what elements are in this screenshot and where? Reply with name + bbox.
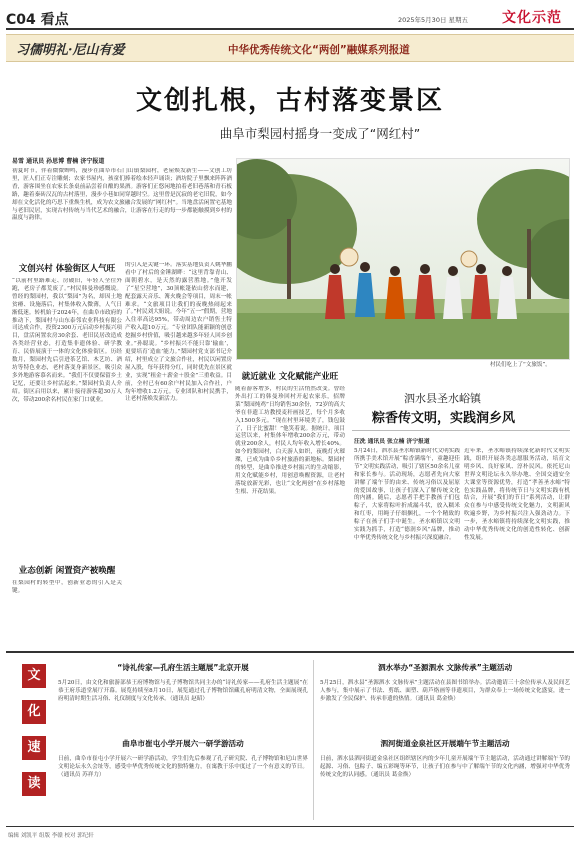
digest-bar-char: 化 <box>22 700 46 724</box>
divider <box>6 826 574 827</box>
article-column-3 <box>235 370 345 636</box>
digest-title: 曲阜市崔屯小学开展六一研学游活动 <box>122 739 244 748</box>
digest-item <box>320 738 570 803</box>
sidebar-byline: 汪洗 通讯员 张立楠 济宁报道 <box>354 439 430 445</box>
digest-item <box>58 738 308 795</box>
sidebar-kicker: 泗水县圣水峪镇 <box>404 392 481 405</box>
banner-calligraphy: 习儒明礼·尼山有爱 <box>16 43 125 58</box>
paragraph: “以前村里路难走、房破旧，年轻人全往外跑，老房子都荒废了。”村民韩曼珍感慨说。曾经的梨园村，我以“梨园”为名，却因土地贫瘠、设施落后，村集体收入微薄，人气日渐低迷。转机始于2024年，在曲阜市政府的推动下，梨园村与山东泰邻农业科技有限公司达成合作，投资2300万元启动乡村振兴项目，盘活闲置农房30余套、老旧民居改造成各类经营业态，打造集非遗体验、研学教育、民俗展演于一体的文化体验街区。历经数月，梨园村先后引进茶艺馆、木艺坊、酒坊等特色业态，老村落变身新景区，吸引众多外地游客慕名而来。“我们不仅要保留乡土记忆，还要让乡村活起来。”梨园村负责人介绍。街区启用以来，累计接待游客超30万人次，带动200余名村民在家门口就业。 <box>12 278 122 403</box>
banner-text: 中华优秀传统文化“两创”融媒系列报道 <box>228 44 410 56</box>
paragraph: 随着游客增多，村民的生活悄然改变。曾经外出打工的韩曼珍回村开起农家乐，招牌菜“梨园炖鸡”日均销售30余份，72岁的高大爷在非遗工坊教授麦秆画技艺，每个月多收入1500多元。“现在村里环境美了，钱包鼓了，日子比蜜甜！”他笑着说。据统计，项目运营以来，村集体年增收200余万元，带动就业200余人，村民人均年收入增长40%。如今的梨园村，白天游人如织，夜晚灯火璀璨，已成为曲阜乡村旅游的新地标。梨园村的转型，是曲阜推进乡村振兴的生动缩影，用文化赋能乡村，用创意唤醒资源，让老村落绽放新光彩，也让“文化两创”在乡村落地生根、开花结果。 <box>235 386 345 495</box>
paragraph: 在梨园村的转型中，创新业态的引入是关键。 <box>12 580 122 594</box>
divider <box>313 660 314 820</box>
digest-title: 泗水举办“圣源泗水 文脉传承”主题活动 <box>377 663 513 672</box>
issue-date: 2025年5月30日 星期五 <box>398 16 469 24</box>
sidebar-column-2: 近年来，圣水峪镇持续深化新时代文明实践，组织开展各类志愿服务活动，培育文明乡风、良好家风、淳朴民风。依托尼山世界文明论坛永久举办地、全国交通安全大课堂等资源优势，打造“孝善圣水峪”特色实践品牌，将传统节日与文明实践有机结合，开展“我们的节日”系列活动，让群众在参与中感受传统文化魅力，文明新风吹遍乡野，为乡村振兴注入强劲动力。下一步，圣水峪镇将持续深化文明实践，推动中华优秀传统文化的创造性转化、创新性发展。 <box>464 448 570 541</box>
digest-body: 日前，泗水县泗河街道金泉社区组织辖区内的少年儿童开展端午节主题活动，活动通过讲解端午节的起源、习俗、包粽子、编五彩绳等环节，让孩子们在参与中了解端午节的文化内涵，增强对中华优秀传统文化的认同感。（通讯员 葛金焕） <box>320 756 570 778</box>
photo-illustration <box>237 159 570 360</box>
section-heading: 就近就业 文化赋能产业旺 <box>241 372 339 382</box>
digest-item <box>58 662 308 727</box>
culture-digest-bar <box>22 664 46 796</box>
brand-logo: 文化示范 <box>502 10 562 26</box>
digest-body: 日前，曲阜市崔屯小学开展六一研学游活动，学生们先后参观了孔子研究院、孔子博物馆和尼山世界文明论坛永久会址等，感受中华优秀传统文化的独特魅力，在寓教于乐中度过了一个有意义的节日。（通讯员 苏祥力） <box>58 756 308 778</box>
byline: 易雪 通讯员 孙思博 曹楠 济宁报道 <box>12 158 105 165</box>
series-banner <box>6 34 574 62</box>
divider <box>352 430 570 431</box>
article-column-2: 的引入是关键一环。落实基地负责人姚华鹏看中了村后的金锤湖畔：“这里背靠青山、面朝碧水，是天然的露营胜地。”他开发了“星空营地”，30顶帐篷依山傍水而建，配套露天音乐、篝火晚会等项目，周末一帐难求。“文旅项目让我们的夜晚热闹起来了。”村民刘大姐说。今年“五一”假期，营地入住率高达95%，带动周边农户销售土特产收入超10万元。“专业团队能新颖的创意挖掘乡村价值，吸引越来越多年轻人回乡创业。”孙聪说。“乡村振兴不能只靠‘输血’，更要培育‘造血’能力。”梨园村党支部书记介绍，村里成立了文旅合作社，村民以闲置房屋入股，每年获得分红，同时优先在景区就业，实现“租金＋薪金＋股金”三重收益。目前，全村已有60余户村民加入合作社，户均年增收1.2万元。专业团队和村民携手，让老村落焕发新活力。 <box>125 262 232 403</box>
digest-title: 泗河街道金泉社区开展端午节主题活动 <box>380 739 510 748</box>
editor-credits: 编辑 刘凯平 组版 李赣 校对 郭纪轩 <box>8 833 94 839</box>
section-heading: 业态创新 闲置资产被唤醒 <box>18 566 116 576</box>
section-label: C04 看点 <box>6 12 69 28</box>
subheadline: 曲阜市梨园村摇身一变成了“网红村” <box>219 126 421 141</box>
digest-body: 5月25日，泗水县“圣源泗水 文脉传承”主题活动在县图书馆举办。活动邀请三十余位传承人及民间艺人参与，集中展示了书法、剪纸、面塑、葫芦烙画等非遗项目，为群众奉上一场传统文化盛宴，进一步激发了全民保护、传承非遗的热情。（通讯员 葛金焕） <box>320 680 570 702</box>
digest-item <box>320 662 570 727</box>
sidebar-title: 粽香传文明，实践润乡风 <box>372 411 516 426</box>
section-heading: 文创兴村 体验街区人气旺 <box>18 264 116 274</box>
digest-title: “诗礼传家—孔府生活主题展”北京开展 <box>117 663 249 672</box>
article-column-1 <box>12 262 122 596</box>
headline: 文创扎根，古村落变景区 <box>135 86 444 116</box>
digest-body: 5月20日，由文化和旅游部恭王府博物馆与孔子博物馆共同主办的“诗礼传家——孔府生活主题展”在恭王府乐道堂展厅开幕。展览持续至8月10日，展览通过孔子博物馆馆藏孔府明清文物，全面展现孔府明清时期生活习俗、礼仪制度与文化传承。（通讯员 赵昭） <box>58 680 308 702</box>
lead-paragraph: 初夏时节，伴着微微蝉鸣，漫步在曲阜市石门山镇梨园村，老屋焕发新生——文创工坊里，匠人们正专注雕刻；农家书屋内，孩童们捧着绘本轻声诵读；酒坊院子里飘来阵阵酒香，游客围坐在农家长条桌前品尝着自酿的果酒。游客们正悠闲地拍着老旧巷落和青石板路，趣着秦砖汉瓦的古村落里，漫步小巷如同穿越时空。这里曾是沉寂的老宅旧院，如今却在文化活化的巧思下重焕生机，成为农文旅融合发展的“网红村”。当地盘活闲置宅基地与老旧民居，实现古村传统与当代艺术的融合，让游客在行走的每一步都能触摸到乡村的温度与韵律。 <box>12 168 232 222</box>
page-header <box>6 6 574 30</box>
digest-bar-char: 文 <box>22 664 46 688</box>
photo-caption: 村民们吃上了“文旅饭”。 <box>490 362 551 368</box>
digest-bar-char: 速 <box>22 736 46 760</box>
article-photo <box>236 158 570 360</box>
sidebar-column-1: 5月24日，泗水县圣水峪镇新时代文明实践所携手美术馆开展“粽香满端午，童趣迎佳节”文明实践活动，吸引了辖区50余名儿童和家长参与。活动现场，志愿者先向大家讲解了端午节的由来、传统习俗以及屈原的爱国故事，让孩子们深入了解传统文化的内涵。随后，志愿者手把手教孩子们包粽子，大家将粽叶折成漏斗状，放入糯米和红枣，用绳子仔细捆扎，一个个精致的粽子在孩子们手中诞生。圣水峪镇以文明实践为抓手，打造“德润乡风”品牌，推动中华优秀传统文化与乡村振兴深度融合。 <box>354 448 460 541</box>
divider <box>6 651 574 653</box>
digest-bar-char: 读 <box>22 772 46 796</box>
